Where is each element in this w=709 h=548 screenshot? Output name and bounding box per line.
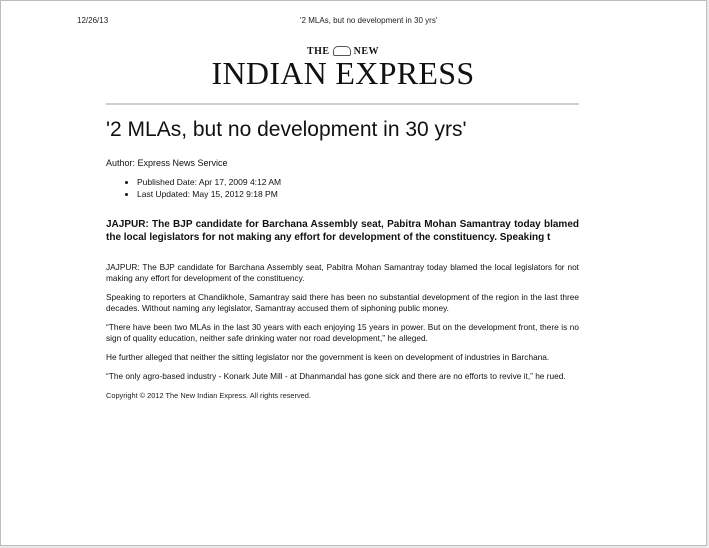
copyright-notice: Copyright © 2012 The New Indian Express. All rights reserved.: [106, 391, 311, 400]
published-date: • Published Date: Apr 17, 2009 4:12 AM: [137, 177, 579, 189]
header-divider: [106, 103, 579, 105]
newspaper-logo: [201, 46, 485, 90]
article-paragraph: JAJPUR: The BJP candidate for Barchana Assembly seat, Pabitra Mohan Samantray today blamed the local legislators for not making any effort for development of the constituency.: [106, 262, 579, 283]
article-author: Author: Express News Service: [106, 158, 228, 168]
article-headline: '2 MLAs, but no development in 30 yrs': [106, 118, 467, 141]
logo-kicker-left: THE: [306, 46, 330, 57]
logo-masthead: INDIAN EXPRESS: [211, 55, 475, 91]
article: [106, 115, 579, 401]
logo-kicker-right: NEW: [353, 46, 380, 57]
article-paragraph: Speaking to reporters at Chandikhole, Samantray said there has been no substantial development of the region in the last three decades. Without naming any legislator, Samantray accused them of siphoning public money.: [106, 292, 579, 313]
article-paragraph: He further alleged that neither the sitting legislator nor the government is keen on development of industries in Barchana.: [106, 352, 550, 362]
print-header: [77, 15, 630, 27]
print-date: 12/26/13: [77, 16, 109, 25]
article-paragraph: “There have been two MLAs in the last 30 years with each enjoying 15 years in power. But on the development front, there is no sign of quality education, neither safe drinking water nor road development,” he alleged.: [106, 322, 579, 343]
article-lede: JAJPUR: The BJP candidate for Barchana Assembly seat, Pabitra Mohan Samantray today blamed the local legislators for not making any effort for development of the constituency. Speaking t: [106, 219, 579, 243]
article-paragraph: “The only agro-based industry - Konark Jute Mill - at Dhanmandal has gone sick and there are no efforts to revive it,” he rued.: [106, 371, 566, 381]
article-dates: [106, 177, 579, 200]
last-updated-date: • Last Updated: May 15, 2012 9:18 PM: [137, 189, 579, 201]
print-title: '2 MLAs, but no development in 30 yrs': [300, 16, 438, 25]
